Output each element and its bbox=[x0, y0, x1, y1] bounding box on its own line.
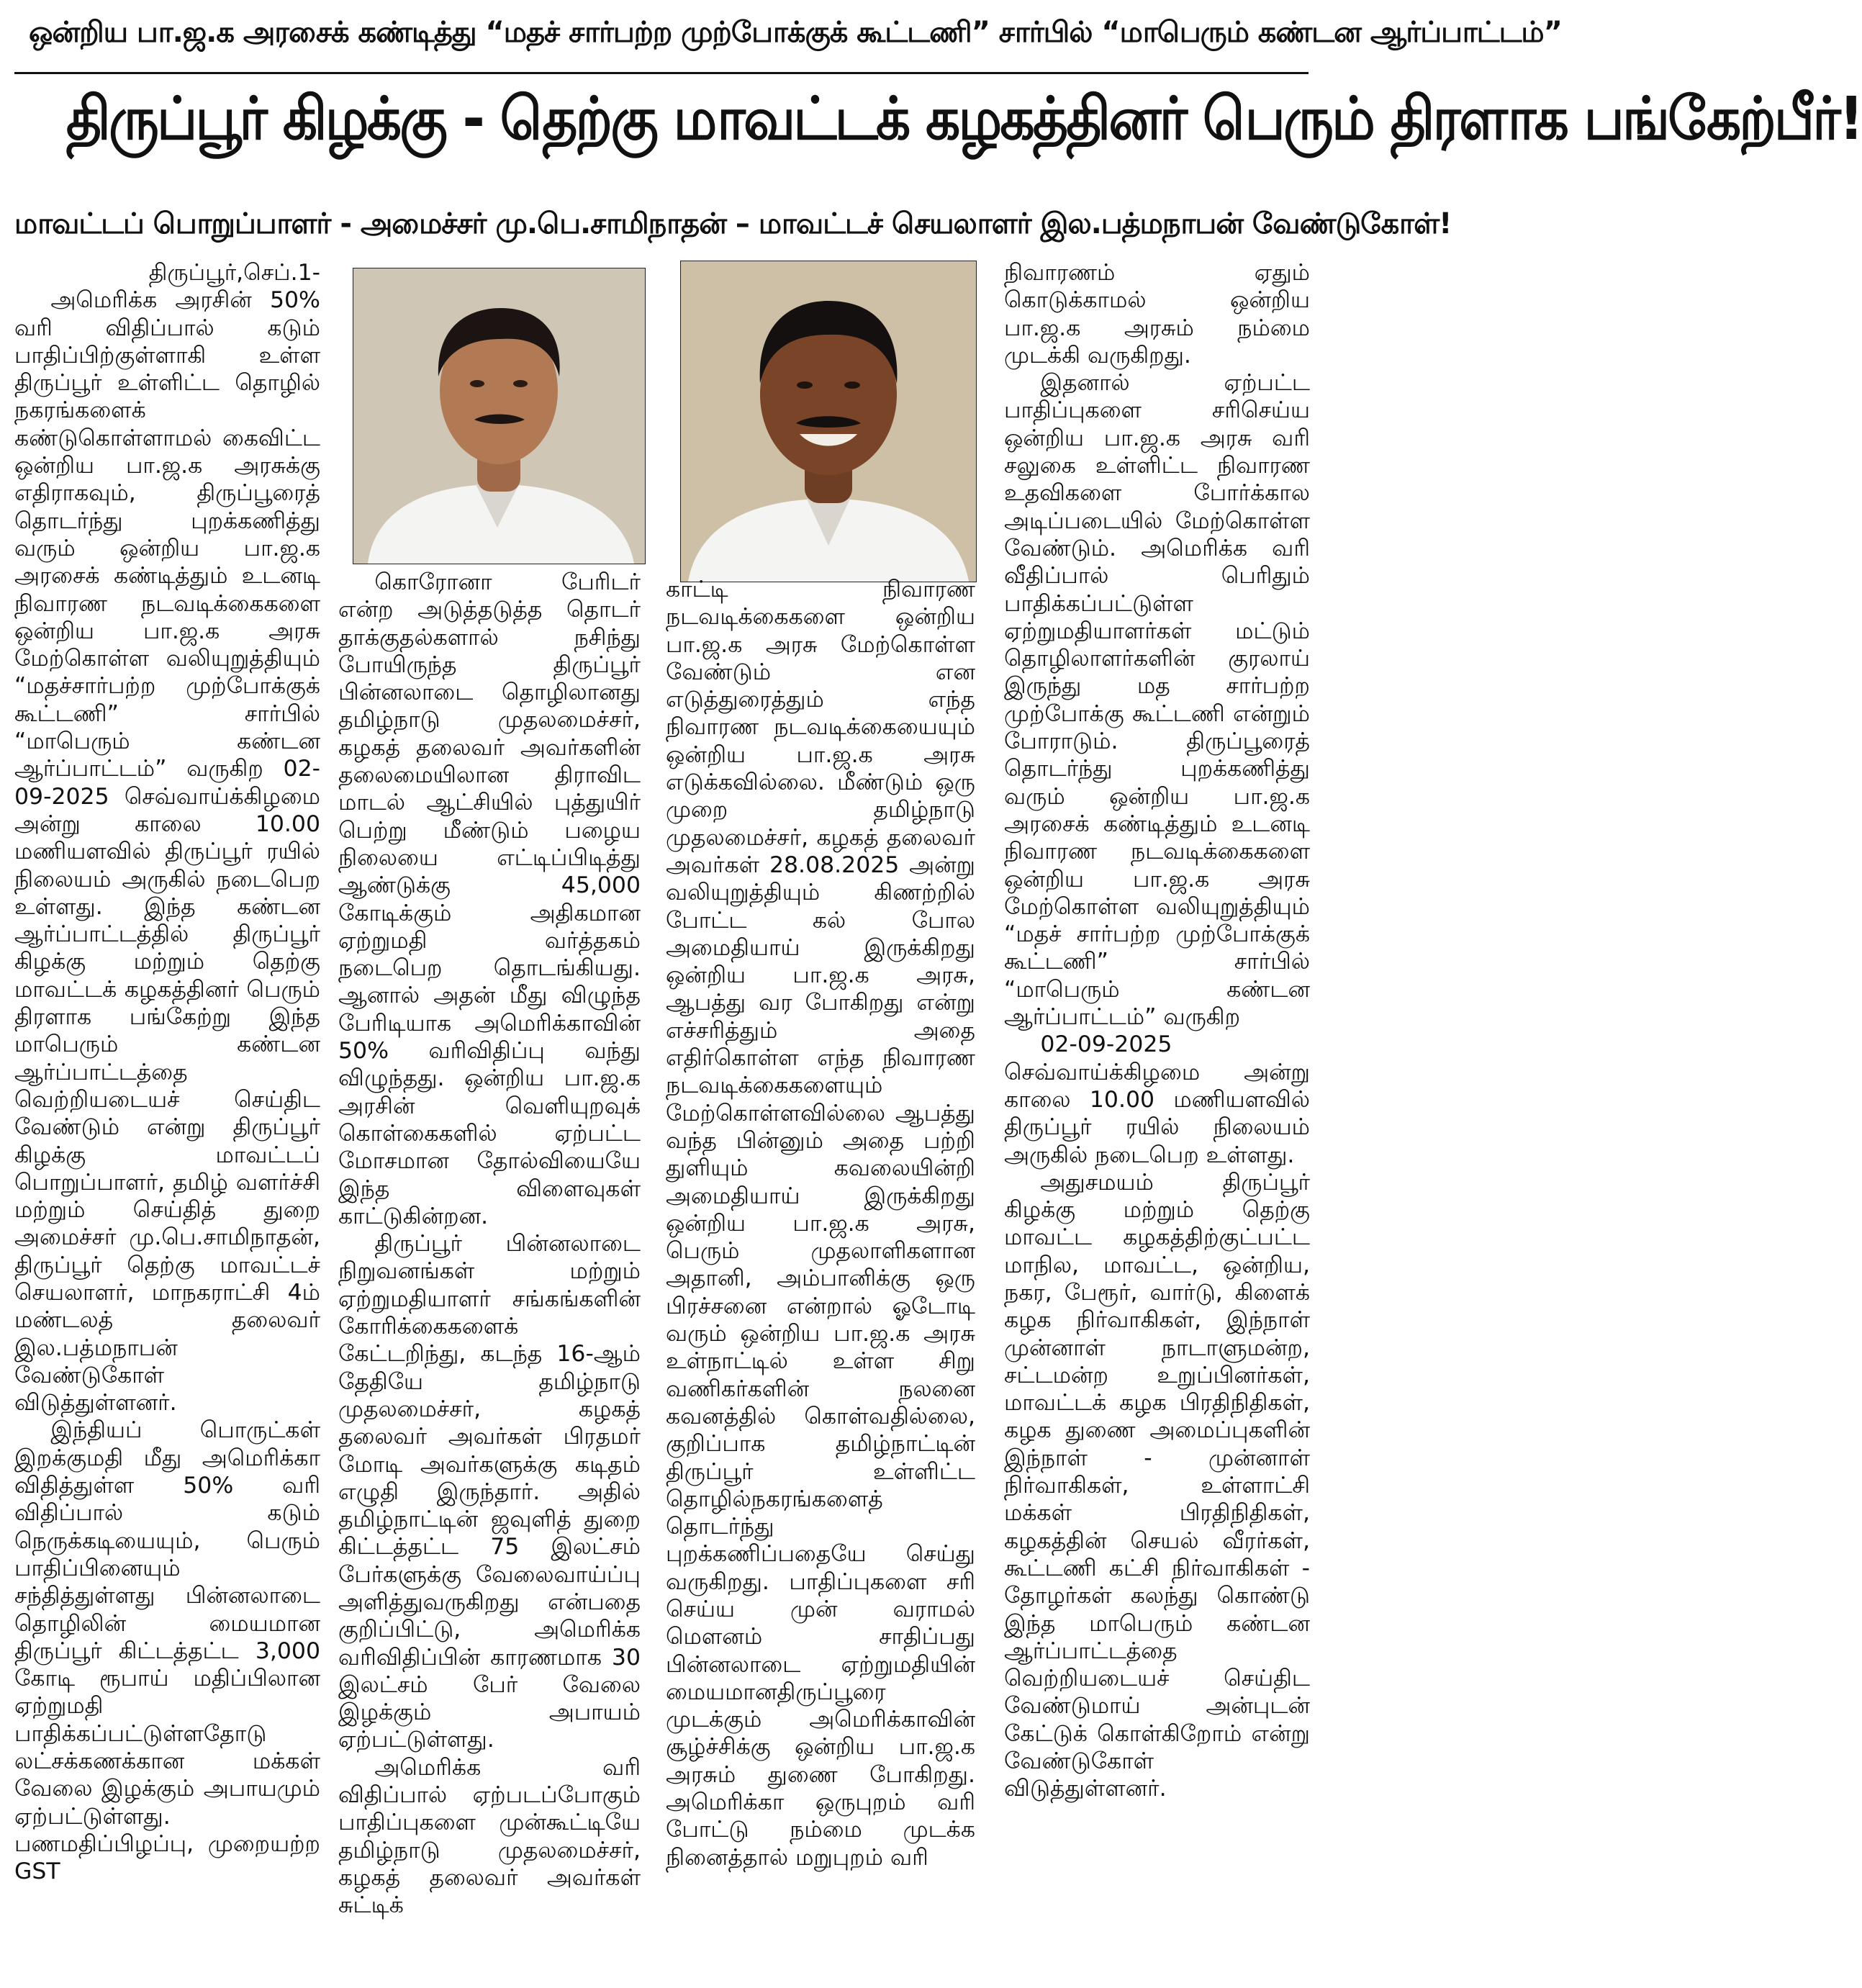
paragraph: இதனால் ஏற்பட்ட பாதிப்புகளை சரிசெய்ய ஒன்றிய பா.ஜ.க அரசு வரி சலுகை உள்ளிட்ட நிவாரண உதவிகளை போர்க்கால அடிப்படையில் மேற்கொள்ள வேண்டும். அமெரிக்க வரி வீதிப்பால் பெரிதும் பாதிக்கப்பட்டுள்ள ஏற்றுமதியாளர்கள் மட்டும் தொழிலாளர்களின் குரலாய் இருந்து மத சார்பற்ற முற்போக்கு கூட்டணி என்றும் போராடும். திருப்பூரைத் தொடர்ந்து புறக்கணித்து வரும் ஒன்றிய பா.ஜ.க அரசைக் கண்டித்தும் உடனடி நிவாரண நடவடிக்கைகளை ஒன்றிய பா.ஜ.க அரசு மேற்கொள்ள வலியுறுத்தியும் “மதச் சார்பற்ற முற்போக்குக் கூட்டணி” சார்பில் “மாபெரும் கண்டன ஆர்ப்பாட்டம்” வருகிற bbox=[1004, 370, 1310, 1031]
kicker-line: ஒன்றிய பா.ஜ.க அரசைக் கண்டித்து “மதச் சார்பற்ற முற்போக்குக் கூட்டணி” சார்பில் “மாபெரும் கண்டன ஆர்ப்பாட்டம்” bbox=[29, 16, 1562, 49]
paragraph: கொரோனா பேரிடர் என்ற அடுத்தடுத்த தொடர் தாக்குதல்களால் நசிந்து போயிருந்த திருப்பூர் பின்னலாடை தொழிலானது தமிழ்நாடு முதலமைச்சர், கழகத் தலைவர் அவர்களின் தலைமையிலான திராவிட மாடல் ஆட்சியில் புத்துயிர் பெற்று மீண்டும் பழைய நிலையை எட்டிப்பிடித்து ஆண்டுக்கு 45,000 கோடிக்கும் அதிகமான ஏற்றுமதி வர்த்தகம் நடைபெற தொடங்கியது. ஆனால் அதன் மீது விழுந்த பேரிடியாக அமெரிக்காவின் 50% வரிவிதிப்பு வந்து விழுந்தது. ஒன்றிய பா.ஜ.க அரசின் வெளியுறவுக் கொள்கைகளில் ஏற்பட்ட மோசமான தோல்வியையே இந்த விளைவுகள் காட்டுகின்றன. bbox=[338, 569, 641, 1229]
paragraph: அமெரிக்க அரசின் 50% வரி விதிப்பால் கடும் பாதிப்பிற்குள்ளாகி உள்ள திருப்பூர் உள்ளிட்ட தொழில் நகரங்களைக் கண்டுகொள்ளாமல் கைவிட்ட ஒன்றிய பா.ஜ.க அரசுக்கு எதிராகவும், திருப்பூரைத் தொடர்ந்து புறக்கணித்து வரும் ஒன்றிய பா.ஜ.க அரசைக் கண்டித்தும் உடனடி நிவாரண நடவடிக்கைகளை ஒன்றிய பா.ஜ.க அரசு மேற்கொள்ள வலியுறுத்தியும் “மதச்சார்பற்ற முற்போக்குக் கூட்டணி” சார்பில் “மாபெரும் கண்டன ஆர்ப்பாட்டம்” வருகிற 02-09-2025 செவ்வாய்க்கிழமை அன்று காலை 10.00 மணியளவில் திருப்பூர் ரயில் நிலையம் அருகில் நடைபெற உள்ளது. இந்த கண்டன ஆர்ப்பாட்டத்தில் திருப்பூர் கிழக்கு மற்றும் தெற்கு மாவட்டக் கழகத்தினர் பெரும் திரளாக பங்கேற்று இந்த மாபெரும் கண்டன ஆர்ப்பாட்டத்தை வெற்றியடையச் செய்திட வேண்டும் என்று திருப்பூர் கிழக்கு மாவட்டப் பொறுப்பாளர், தமிழ் வளர்ச்சி மற்றும் செய்தித் துறை அமைச்சர் மு.பெ.சாமிநாதன், திருப்பூர் தெற்கு மாவட்டச் செயலாளர், மாநகராட்சி 4ம் மண்டலத் தலைவர் இல.பத்மநாபன் வேண்டுகோள் விடுத்துள்ளனர். bbox=[14, 287, 320, 1417]
article-column-4 bbox=[1004, 259, 1310, 1983]
headline: திருப்பூர் கிழக்கு - தெற்கு மாவட்டக் கழகத்தினர் பெரும் திரளாக பங்கேற்பீர்! bbox=[65, 85, 1862, 153]
article-column-1 bbox=[14, 259, 320, 1983]
paragraph: அமெரிக்க வரி விதிப்பால் ஏற்படப்போகும் பாதிப்புகளை முன்கூட்டியே தமிழ்நாடு முதலமைச்சர், கழகத் தலைவர் அவர்கள் சுட்டிக் bbox=[338, 1754, 641, 1919]
kicker-underline bbox=[14, 72, 1309, 74]
subhead: மாவட்டப் பொறுப்பாளர் - அமைச்சர் மு.பெ.சாமிநாதன் – மாவட்டச் செயலாளர் இல.பத்மநாபன் வேண்டுகோள்! bbox=[14, 207, 1452, 240]
paragraph: இந்தியப் பொருட்கள் இறக்குமதி மீது அமெரிக்கா விதித்துள்ள 50% வரி விதிப்பால் கடும் நெருக்கடியையும், பெரும் பாதிப்பினையும் சந்தித்துள்ளது பின்னலாடை தொழிலின் மையமான திருப்பூர் கிட்டத்தட்ட 3,000 கோடி ரூபாய் மதிப்பிலான ஏற்றுமதி பாதிக்கப்பட்டுள்ளதோடு லட்சக்கணக்கான மக்கள் வேலை இழக்கும் அபாயமும் ஏற்பட்டுள்ளது. பணமதிப்பிழப்பு, முறையற்ற GST bbox=[14, 1417, 320, 1885]
dateline: திருப்பூர்,செப்.1- bbox=[148, 260, 320, 286]
paragraph: காட்டி நிவாரண நடவடிக்கைகளை ஒன்றிய பா.ஜ.க அரசு மேற்கொள்ள வேண்டும் என எடுத்துரைத்தும் எந்த நிவாரண நடவடிக்கையையும் ஒன்றிய பா.ஜ.க அரசு எடுக்கவில்லை. மீண்டும் ஒரு முறை தமிழ்நாடு முதலமைச்சர், கழகத் தலைவர் அவர்கள் 28.08.2025 அன்று வலியுறுத்தியும் கிணற்றில் போட்ட கல் போல அமைதியாய் இருக்கிறது ஒன்றிய பா.ஜ.க அரசு, ஆபத்து வர போகிறது என்று எச்சரித்தும் அதை எதிர்கொள்ள எந்த நிவாரண நடவடிக்கைகளையும் மேற்கொள்ளவில்லை ஆபத்து வந்த பின்னும் அதை பற்றி துளியும் கவலையின்றி அமைதியாய் இருக்கிறது ஒன்றிய பா.ஜ.க அரசு, பெரும் முதலாளிகளான அதானி, அம்பானிக்கு ஒரு பிரச்சனை என்றால் ஓடோடி வரும் ஒன்றிய பா.ஜ.க அரசு உள்நாட்டில் உள்ள சிறு வணிகர்களின் நலனை கவனத்தில் கொள்வதில்லை, குறிப்பாக தமிழ்நாட்டின் திருப்பூர் உள்ளிட்ட தொழில்நகரங்களைத் தொடர்ந்து புறக்கணிப்பதையே செய்து வருகிறது. பாதிப்புகளை சரி செய்ய முன் வராமல் மௌனம் சாதிப்பது பின்னலாடை ஏற்றுமதியின் மையமானதிருப்பூரை முடக்கும் அமெரிக்காவின் சூழ்ச்சிக்கு ஒன்றிய பா.ஜ.க அரசும் துணை போகிறது. அமெரிக்கா ஒருபுறம் வரி போட்டு நம்மை முடக்க நினைத்தால் மறுபுறம் வரி bbox=[666, 577, 975, 1871]
paragraph: நிவாரணம் ஏதும் கொடுக்காமல் ஒன்றிய பா.ஜ.க அரசும் நம்மை முடக்கி வருகிறது. bbox=[1004, 260, 1310, 369]
paragraph: திருப்பூர் பின்னலாடை நிறுவனங்கள் மற்றும் ஏற்றுமதியாளர் சங்கங்களின் கோரிக்கைகளைக் கேட்டறிந்து, கடந்த 16-ஆம் தேதியே தமிழ்நாடு முதலமைச்சர், கழகத் தலைவர் அவர்கள் பிரதமர் மோடி அவர்களுக்கு கடிதம் எழுதி இருந்தார். அதில் தமிழ்நாட்டின் ஜவுளித் துறை கிட்டத்தட்ட 75 இலட்சம் பேர்களுக்கு வேலைவாய்ப்பு அளித்துவருகிறது என்பதை குறிப்பிட்டு, அமெரிக்க வரிவிதிப்பின் காரணமாக 30 இலட்சம் பேர் வேலை இழக்கும் அபாயம் ஏற்பட்டுள்ளது. bbox=[338, 1231, 641, 1753]
minister-portrait-photo bbox=[353, 268, 646, 564]
paragraph: 02-09-2025 செவ்வாய்க்கிழமை அன்று காலை 10.00 மணியளவில் திருப்பூர் ரயில் நிலையம் அருகில் நடைபெற உள்ளது. bbox=[1004, 1031, 1310, 1168]
article-column-3 bbox=[666, 576, 975, 1983]
portrait-1-image bbox=[353, 268, 645, 564]
article-column-2 bbox=[338, 569, 641, 1983]
paragraph: அதுசமயம் திருப்பூர் கிழக்கு மற்றும் தெற்கு மாவட்ட கழகத்திற்குட்பட்ட மாநில, மாவட்ட, ஒன்றிய, நகர, பேரூர், வார்டு, கிளைக் கழக நிர்வாகிகள், இந்நாள் முன்னாள் நாடாளுமன்ற, சட்டமன்ற உறுப்பினர்கள், மாவட்டக் கழக பிரதிநிதிகள், கழக துணை அமைப்புகளின் இந்நாள் - முன்னாள் நிர்வாகிகள், உள்ளாட்சி மக்கள் பிரதிநிதிகள், கழகத்தின் செயல் வீரர்கள், கூட்டணி கட்சி நிர்வாகிகள் - தோழர்கள் கலந்து கொண்டு இந்த மாபெரும் கண்டன ஆர்ப்பாட்டத்தை வெற்றியடையச் செய்திட வேண்டுமாய் அன்புடன் கேட்டுக் கொள்கிறோம் என்று வேண்டுகோள் விடுத்துள்ளனர். bbox=[1004, 1169, 1310, 1802]
portrait-2-image bbox=[681, 261, 976, 582]
district-secretary-portrait-photo bbox=[680, 261, 977, 582]
